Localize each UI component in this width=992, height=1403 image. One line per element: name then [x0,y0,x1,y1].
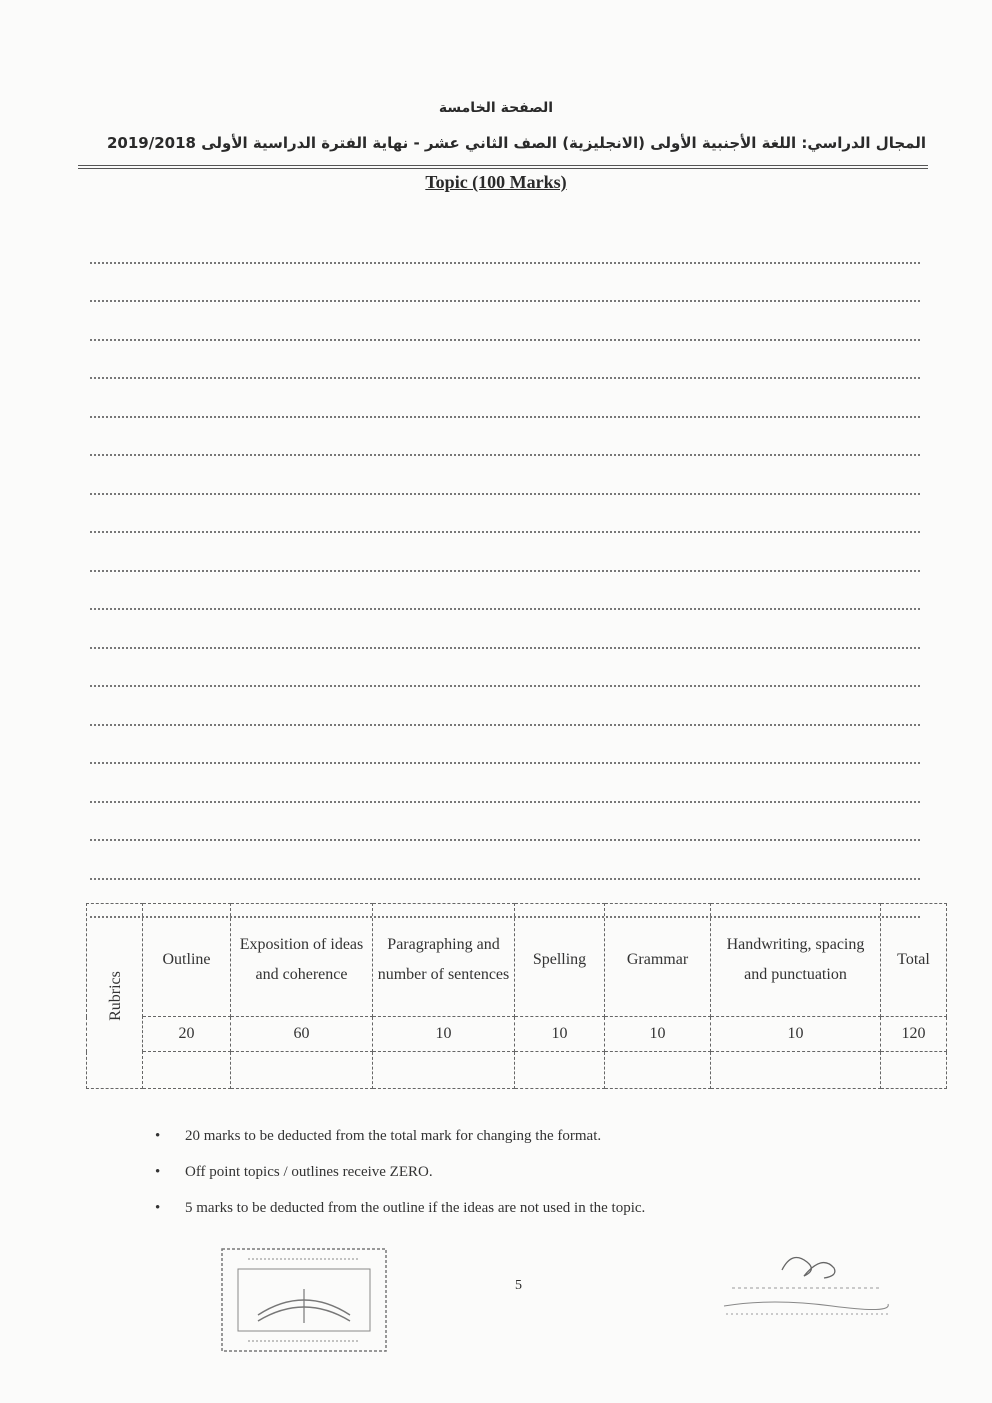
header-paragraphing: Paragraphing and number of sentences [373,904,515,1017]
writing-line [90,418,920,457]
note-item: • 5 marks to be deducted from the outline if the ideas are not used in the topic. [155,1190,855,1226]
header-outline: Outline [143,904,231,1017]
writing-lines [90,225,920,918]
writing-line [90,764,920,803]
writing-line [90,649,920,688]
mark-handwriting: 10 [711,1017,881,1052]
writing-line [90,533,920,572]
score-total[interactable] [881,1052,947,1089]
score-paragraphing[interactable] [373,1052,515,1089]
score-spelling[interactable] [515,1052,605,1089]
note-item: • 20 marks to be deducted from the total mark for changing the format. [155,1118,855,1154]
rubric-side-label-cell [87,904,143,1089]
writing-line [90,841,920,880]
header-exposition: Exposition of ideas and coherence [231,904,373,1017]
header-rule-double [78,168,928,169]
mark-total: 120 [881,1017,947,1052]
header-spelling: Spelling [515,904,605,1017]
writing-line [90,264,920,303]
writing-line [90,302,920,341]
writing-line [90,341,920,380]
writing-line [90,456,920,495]
mark-spelling: 10 [515,1017,605,1052]
notes-list [155,1118,855,1226]
rubric-side-label: Rubrics [106,971,124,1021]
topic-title: Topic (100 Marks) [425,172,567,192]
score-exposition[interactable] [231,1052,373,1089]
mark-paragraphing: 10 [373,1017,515,1052]
writing-line [90,495,920,534]
writing-line [90,379,920,418]
score-handwriting[interactable] [711,1052,881,1089]
mark-exposition: 60 [231,1017,373,1052]
mark-grammar: 10 [605,1017,711,1052]
header-handwriting: Handwriting, spacing and punctuation [711,904,881,1017]
mark-outline: 20 [143,1017,231,1052]
header-total: Total [881,904,947,1017]
subject-header: المجال الدراسي: اللغة الأجنبية الأولى (الانجليزية) الصف الثاني عشر - نهاية الفترة الدراسية الأولى 2019/2018 [106,134,926,152]
page-number: 5 [515,1278,522,1293]
score-outline[interactable] [143,1052,231,1089]
header-rule [78,165,928,166]
writing-line [90,225,920,264]
signature-icon [712,1240,898,1340]
writing-line [90,726,920,765]
score-grammar[interactable] [605,1052,711,1089]
writing-line [90,803,920,842]
header-grammar: Grammar [605,904,711,1017]
writing-line [90,610,920,649]
note-item: • Off point topics / outlines receive ZERO. [155,1154,855,1190]
writing-line [90,687,920,726]
writing-line [90,572,920,611]
ministry-stamp-icon [218,1245,390,1355]
rubric-table [86,903,947,1089]
page-label: الصفحة الخامسة [438,100,554,116]
